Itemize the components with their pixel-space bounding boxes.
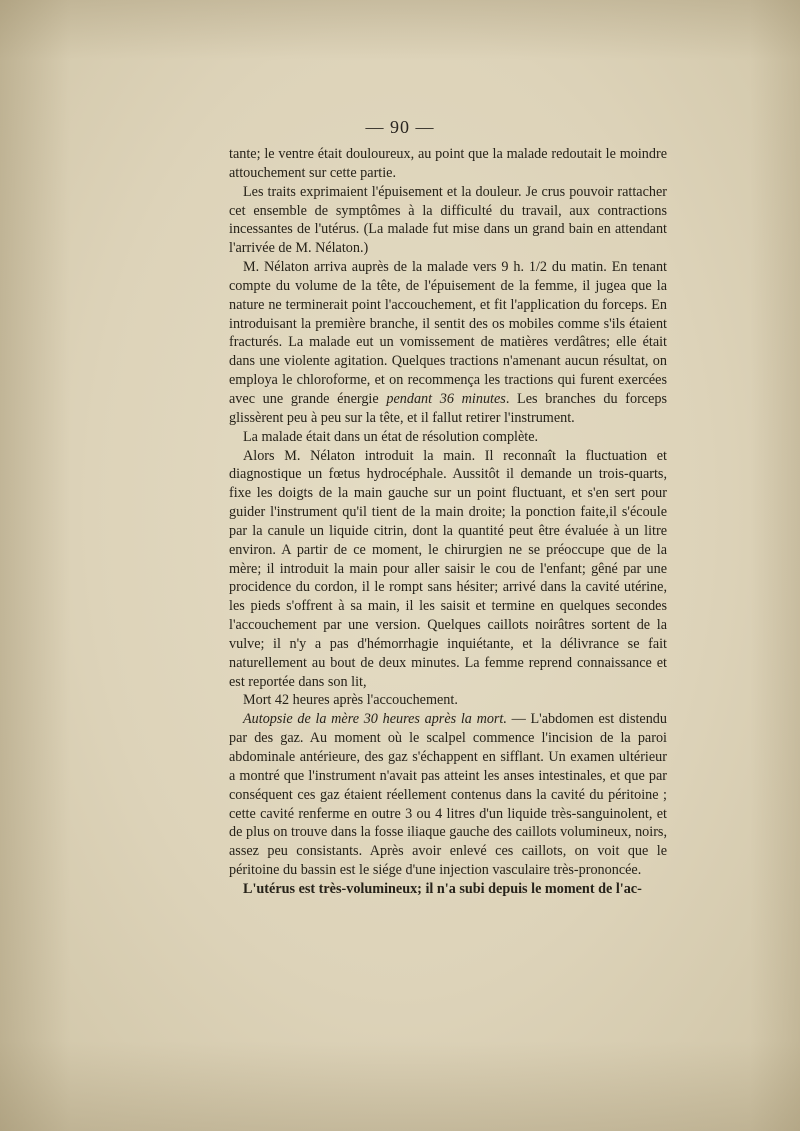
- italic-autopsy-heading: Autopsie de la mère 30 heures après la mort.: [243, 711, 507, 728]
- body-text: [229, 145, 667, 899]
- paragraph-1: [229, 145, 667, 183]
- paragraph-5: [229, 447, 667, 692]
- paragraph-7: [229, 710, 667, 880]
- page-shadow-bottom: [0, 1041, 800, 1131]
- page-shadow-top: [0, 0, 800, 60]
- paragraph-text: Mort 42 heures après l'accouchement.: [243, 692, 458, 709]
- paragraph-text: Alors M. Nélaton introduit la main. Il reconnaît la fluctuation et diagnostique un fœtus hydrocéphale. Aussitôt il demande un trois-quarts, fixe les doigts de la main gauche sur un point fluctuant, et s'en sert pour guider l'instrument qu'il tient de la main droite; la ponction faite,il s'écoule par la canule un liquide citrin, dont la quantité peut être évaluée à un litre environ. A partir de ce moment, le chirurgien ne se préoccupe que de la mère; il introduit la main pour aller saisir le cou de l'enfant; gêné par une procidence du cordon, il le rompt sans hésiter; arrivé dans la cavité utérine, les pieds s'offrent à sa main, il les saisit et termine en quelques secondes l'accouchement par une version. Quelques caillots noirâtres sortent de la vulve; il n'y a pas d'hémorrhagie inquiétante, et la délivrance se fait naturellement au bout de deux minutes. La femme reprend connaissance et est reportée dans son lit,: [229, 447, 667, 690]
- paragraph-2: [229, 183, 667, 258]
- paragraph-text: M. Nélaton arriva auprès de la malade vers 9 h. 1/2 du matin. En tenant compte du volume de la tête, de l'épuisement de la femme, il jugea que la nature ne terminerait point l'accouchement, et fit l'application du forceps. En introduisant la première branche, il sentit des os mobiles comme s'ils étaient fracturés. La malade eut un vomissement de matières verdâtres; elle était dans une violente agitation. Quelques tractions n'amenant aucun résultat, on employa le chloroforme, et on recommença les tractions qui furent exercées avec une grande énergie: [229, 259, 667, 407]
- page-number: — 90 —: [365, 117, 435, 137]
- paragraph-4: [229, 428, 667, 447]
- italic-duration: pendant 36 minutes: [386, 390, 506, 407]
- page-shadow-left: [0, 0, 70, 1131]
- paragraph-text: tante; le ventre était douloureux, au point que la malade redoutait le moindre attouchement sur cette partie.: [229, 146, 667, 181]
- paragraph-text-continued: — L'abdomen est distendu par des gaz. Au moment où le scalpel commence l'incision de la paroi abdominale antérieure, des gaz s'échappent en sifflant. Un examen ultérieur a montré que l'instrument n'avait pas atteint les anses intestinales, et que par conséquent ces gaz étaient réellement contenus dans la cavité du péritoine ; cette cavité renferme en outre 3 ou 4 litres d'un liquide très-sanguinolent, et de plus on trouve dans la fosse iliaque gauche des caillots volumineux, noirs, assez peu consistants. Après avoir enlevé ces caillots, on voit que le péritoine du bassin est le siége d'une injection vasculaire très-prononcée.: [229, 711, 667, 879]
- paragraph-8: [229, 880, 667, 899]
- paragraph-text: Les traits exprimaient l'épuisement et la douleur. Je crus pouvoir rattacher cet ensemble de symptômes à la difficulté du travail, aux contractions incessantes de l'utérus. (La malade fut mise dans un grand bain en attendant l'arrivée de M. Nélaton.): [229, 183, 667, 257]
- paragraph-text-continued: . Les branches du forceps glissèrent peu à peu sur la tête, et il fallut retirer l'instrument.: [229, 390, 668, 426]
- paragraph-6: [229, 691, 667, 710]
- paragraph-text: L'utérus est très-volumineux; il n'a subi depuis le moment de l'ac-: [243, 880, 642, 897]
- paragraph-text: La malade était dans un état de résolution complète.: [243, 428, 539, 445]
- page-shadow-right: [750, 0, 800, 1131]
- paragraph-3: [229, 258, 667, 428]
